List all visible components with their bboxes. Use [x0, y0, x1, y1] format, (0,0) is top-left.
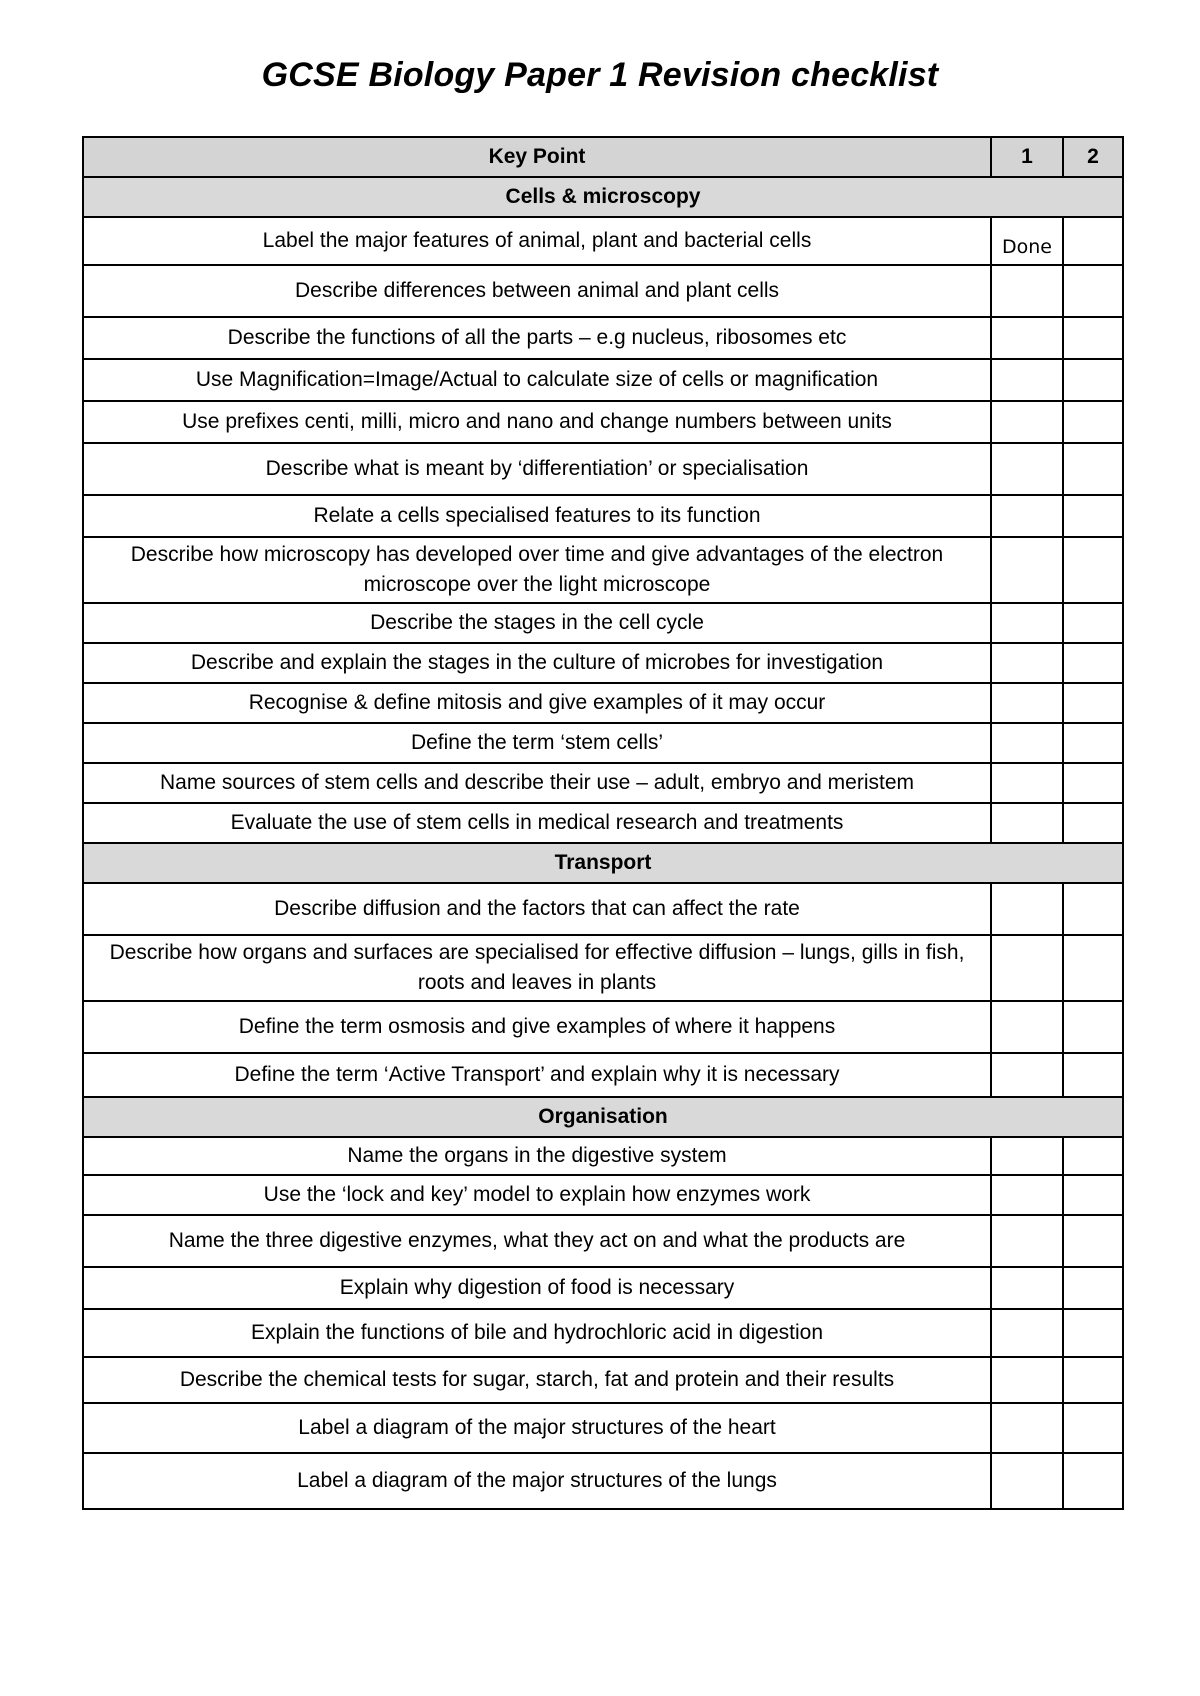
check-cell-1[interactable] — [991, 723, 1063, 763]
key-point-text: Define the term osmosis and give examples of where it happens — [83, 1001, 991, 1053]
check-cell-1[interactable] — [991, 603, 1063, 643]
check-cell-2[interactable] — [1063, 1453, 1123, 1509]
check-cell-2[interactable] — [1063, 1267, 1123, 1309]
check-cell-2[interactable] — [1063, 1357, 1123, 1403]
check-cell-1[interactable] — [991, 1215, 1063, 1267]
check-cell-2[interactable] — [1063, 883, 1123, 935]
checklist-row — [83, 723, 1123, 763]
check-cell-1[interactable] — [991, 359, 1063, 401]
key-point-text: Use Magnification=Image/Actual to calculate size of cells or magnification — [83, 359, 991, 401]
key-point-text: Describe differences between animal and plant cells — [83, 265, 991, 317]
check-cell-1[interactable] — [991, 1175, 1063, 1215]
checklist-row — [83, 1309, 1123, 1357]
revision-checklist-table — [82, 136, 1124, 1510]
check-cell-2[interactable] — [1063, 683, 1123, 723]
checklist-row — [83, 217, 1123, 265]
key-point-text: Name sources of stem cells and describe their use – adult, embryo and meristem — [83, 763, 991, 803]
check-cell-1[interactable] — [991, 1001, 1063, 1053]
check-cell-2[interactable] — [1063, 1403, 1123, 1453]
check-cell-2[interactable] — [1063, 1175, 1123, 1215]
check-cell-2[interactable] — [1063, 643, 1123, 683]
check-cell-1[interactable] — [991, 643, 1063, 683]
checklist-row — [83, 803, 1123, 843]
check-mark-1: Done — [1002, 236, 1052, 258]
header-key-point: Key Point — [83, 137, 991, 177]
key-point-text: Describe the functions of all the parts – e.g nucleus, ribosomes etc — [83, 317, 991, 359]
key-point-text: Relate a cells specialised features to its function — [83, 495, 991, 537]
checklist-row — [83, 359, 1123, 401]
check-cell-1[interactable] — [991, 935, 1063, 1001]
check-cell-1[interactable] — [991, 803, 1063, 843]
key-point-text: Describe the chemical tests for sugar, starch, fat and protein and their results — [83, 1357, 991, 1403]
key-point-text: Define the term ‘Active Transport’ and explain why it is necessary — [83, 1053, 991, 1097]
check-cell-1[interactable] — [991, 1053, 1063, 1097]
checklist-body — [83, 177, 1123, 1509]
checklist-row — [83, 603, 1123, 643]
checklist-row — [83, 935, 1123, 1001]
checklist-row — [83, 317, 1123, 359]
checklist-row — [83, 763, 1123, 803]
section-title: Cells & microscopy — [83, 177, 1123, 217]
check-cell-2[interactable] — [1063, 537, 1123, 603]
check-cell-1[interactable] — [991, 763, 1063, 803]
section-header-row — [83, 843, 1123, 883]
key-point-text: Name the organs in the digestive system — [83, 1137, 991, 1175]
checklist-row — [83, 537, 1123, 603]
check-cell-1[interactable] — [991, 1309, 1063, 1357]
key-point-text: Describe the stages in the cell cycle — [83, 603, 991, 643]
check-cell-2[interactable] — [1063, 1215, 1123, 1267]
checklist-row — [83, 1137, 1123, 1175]
check-cell-1[interactable] — [991, 317, 1063, 359]
section-title: Transport — [83, 843, 1123, 883]
key-point-text: Describe how organs and surfaces are specialised for effective diffusion – lungs, gills in fish, roots and leaves in plants — [83, 935, 991, 1001]
page-title: GCSE Biology Paper 1 Revision checklist — [261, 56, 939, 94]
checklist-row — [83, 1357, 1123, 1403]
checklist-row — [83, 1001, 1123, 1053]
check-cell-1[interactable] — [991, 1357, 1063, 1403]
checklist-row — [83, 1267, 1123, 1309]
key-point-text: Describe diffusion and the factors that can affect the rate — [83, 883, 991, 935]
key-point-text: Explain why digestion of food is necessary — [83, 1267, 991, 1309]
key-point-text: Evaluate the use of stem cells in medical research and treatments — [83, 803, 991, 843]
check-cell-2[interactable] — [1063, 1001, 1123, 1053]
check-cell-2[interactable] — [1063, 317, 1123, 359]
checklist-row — [83, 1175, 1123, 1215]
key-point-text: Use prefixes centi, milli, micro and nano and change numbers between units — [83, 401, 991, 443]
checklist-row — [83, 1453, 1123, 1509]
checklist-row — [83, 495, 1123, 537]
check-cell-1[interactable] — [991, 1453, 1063, 1509]
check-cell-1[interactable] — [991, 217, 1063, 265]
checklist-row — [83, 1053, 1123, 1097]
check-cell-1[interactable] — [991, 1403, 1063, 1453]
key-point-text: Use the ‘lock and key’ model to explain how enzymes work — [83, 1175, 991, 1215]
key-point-text: Name the three digestive enzymes, what they act on and what the products are — [83, 1215, 991, 1267]
checklist-row — [83, 643, 1123, 683]
check-cell-2[interactable] — [1063, 1137, 1123, 1175]
key-point-text: Label a diagram of the major structures of the heart — [83, 1403, 991, 1453]
key-point-text: Label the major features of animal, plant and bacterial cells — [83, 217, 991, 265]
check-cell-1[interactable] — [991, 883, 1063, 935]
checklist-row — [83, 1403, 1123, 1453]
header-column-2: 2 — [1063, 137, 1123, 177]
check-cell-2[interactable] — [1063, 763, 1123, 803]
check-cell-2[interactable] — [1063, 935, 1123, 1001]
checklist-row — [83, 883, 1123, 935]
check-cell-1[interactable] — [991, 1137, 1063, 1175]
check-cell-1[interactable] — [991, 401, 1063, 443]
check-cell-1[interactable] — [991, 265, 1063, 317]
key-point-text: Describe how microscopy has developed over time and give advantages of the electron microscope over the light microscope — [83, 537, 991, 603]
header-column-1: 1 — [991, 137, 1063, 177]
check-cell-2[interactable] — [1063, 723, 1123, 763]
check-cell-2[interactable] — [1063, 359, 1123, 401]
checklist-row — [83, 401, 1123, 443]
check-cell-1[interactable] — [991, 443, 1063, 495]
check-cell-1[interactable] — [991, 1267, 1063, 1309]
check-cell-2[interactable] — [1063, 217, 1123, 265]
check-cell-1[interactable] — [991, 495, 1063, 537]
check-cell-2[interactable] — [1063, 603, 1123, 643]
checklist-row — [83, 265, 1123, 317]
check-cell-2[interactable] — [1063, 495, 1123, 537]
checklist-row — [83, 683, 1123, 723]
check-cell-2[interactable] — [1063, 443, 1123, 495]
check-cell-2[interactable] — [1063, 265, 1123, 317]
check-cell-1[interactable] — [991, 537, 1063, 603]
section-title: Organisation — [83, 1097, 1123, 1137]
table-header-row — [83, 137, 1123, 177]
checklist-row — [83, 443, 1123, 495]
section-header-row — [83, 1097, 1123, 1137]
section-header-row — [83, 177, 1123, 217]
check-cell-2[interactable] — [1063, 1053, 1123, 1097]
key-point-text: Define the term ‘stem cells’ — [83, 723, 991, 763]
key-point-text: Label a diagram of the major structures of the lungs — [83, 1453, 991, 1509]
check-cell-2[interactable] — [1063, 1309, 1123, 1357]
check-cell-2[interactable] — [1063, 401, 1123, 443]
check-cell-2[interactable] — [1063, 803, 1123, 843]
key-point-text: Recognise & define mitosis and give examples of it may occur — [83, 683, 991, 723]
key-point-text: Describe what is meant by ‘differentiation’ or specialisation — [83, 443, 991, 495]
check-cell-1[interactable] — [991, 683, 1063, 723]
key-point-text: Explain the functions of bile and hydrochloric acid in digestion — [83, 1309, 991, 1357]
key-point-text: Describe and explain the stages in the culture of microbes for investigation — [83, 643, 991, 683]
checklist-row — [83, 1215, 1123, 1267]
